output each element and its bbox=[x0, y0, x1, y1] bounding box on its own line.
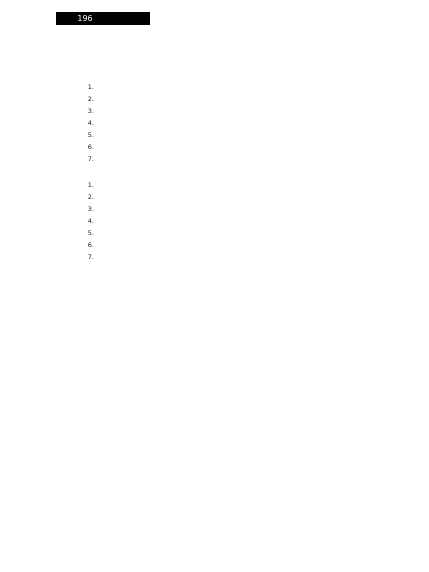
list-item bbox=[56, 179, 388, 191]
section-1-heading bbox=[56, 56, 388, 67]
list-item-number: 2. bbox=[87, 95, 94, 103]
section-2-list bbox=[56, 81, 388, 165]
section-3-heading bbox=[56, 167, 388, 178]
list-item-number: 4. bbox=[87, 119, 94, 127]
section-1 bbox=[56, 56, 388, 67]
document-title bbox=[56, 40, 388, 52]
list-item-number: 7. bbox=[87, 155, 94, 163]
list-item-number: 5. bbox=[87, 131, 94, 139]
list-item bbox=[56, 153, 388, 165]
list-item bbox=[56, 141, 388, 153]
section-2 bbox=[56, 69, 388, 165]
list-item-number: 4. bbox=[87, 217, 94, 225]
section-2-heading bbox=[56, 69, 388, 80]
list-item-number: 7. bbox=[87, 253, 94, 261]
list-item bbox=[56, 105, 388, 117]
section-4-heading bbox=[56, 265, 388, 276]
list-item bbox=[56, 129, 388, 141]
list-item bbox=[56, 81, 388, 93]
list-item bbox=[56, 117, 388, 129]
list-item bbox=[56, 239, 388, 251]
section-3-list bbox=[56, 179, 388, 263]
page-number: 196 bbox=[77, 14, 93, 23]
list-item-number: 1. bbox=[87, 83, 94, 91]
list-item bbox=[56, 191, 388, 203]
list-item-number: 2. bbox=[87, 193, 94, 201]
list-item-number: 6. bbox=[87, 241, 94, 249]
list-item-number: 3. bbox=[87, 107, 94, 115]
list-item-number: 1. bbox=[87, 181, 94, 189]
list-item bbox=[56, 93, 388, 105]
section-3 bbox=[56, 167, 388, 263]
page-header-bar bbox=[56, 12, 150, 25]
list-item-number: 3. bbox=[87, 205, 94, 213]
list-item bbox=[56, 203, 388, 215]
list-item-number: 6. bbox=[87, 143, 94, 151]
list-item bbox=[56, 227, 388, 239]
list-item bbox=[56, 215, 388, 227]
list-item bbox=[56, 251, 388, 263]
page-content bbox=[56, 40, 388, 560]
list-item-number: 5. bbox=[87, 229, 94, 237]
section-4 bbox=[56, 265, 388, 276]
